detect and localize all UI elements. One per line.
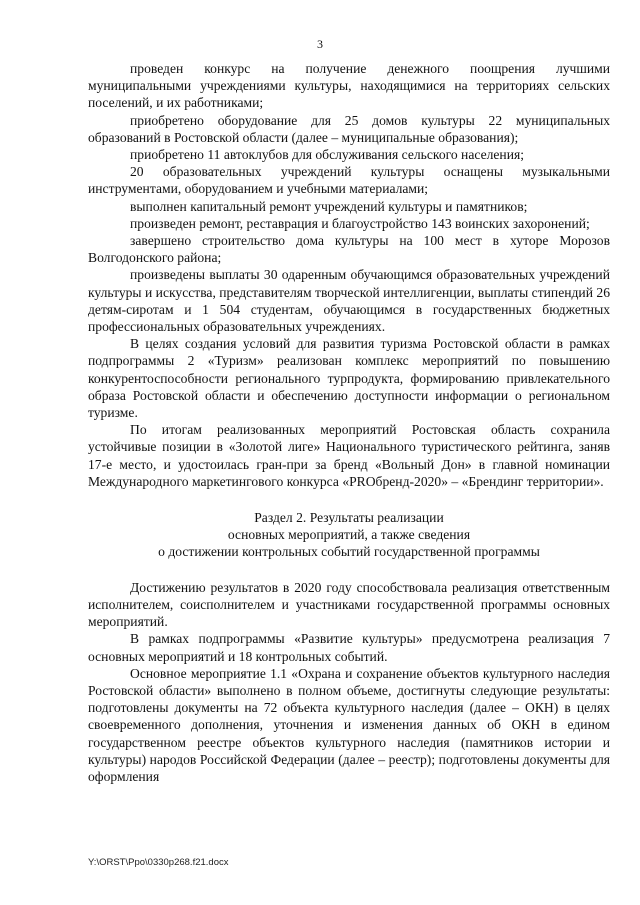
section-heading — [88, 509, 610, 561]
paragraph: приобретено 11 автоклубов для обслуживания сельского населения; — [130, 147, 524, 163]
section-heading-line: основных мероприятий, а также сведения — [227, 527, 471, 543]
paragraph: В рамках подпрограммы «Развитие культуры» предусмотрена реализация 7 основных мероприятий и 18 контрольных событий. — [88, 631, 610, 664]
paragraph: выполнен капитальный ремонт учреждений культуры и памятников; — [130, 198, 528, 214]
document-body — [88, 60, 610, 785]
section-heading-line: о достижении контрольных событий государственной программы — [158, 544, 540, 560]
footer-file-path: Y:\ORST\Ppo\0330p268.f21.docx — [88, 857, 229, 868]
paragraph: В целях создания условий для развития туризма Ростовской области в рамках подпрограммы 2 «Туризм» реализован комплекс мероприятий по повышению конкурентоспособности регионального турпродукта, формированию привлекательного образа Ростовской области и обеспечению доступности информации о региональном туризме. — [88, 336, 610, 421]
paragraph: произведен ремонт, реставрация и благоустройство 143 воинских захоронений; — [130, 215, 590, 231]
paragraph: произведены выплаты 30 одаренным обучающимся образовательных учреждений культуры и искусства, представителям творческой интеллигенции, выплаты стипендий 26 детям-сиротам и 1 504 студентам, обучающимся в государственных бюджетных профессиональных образовательных учреждениях. — [88, 267, 610, 335]
paragraph: проведен конкурс на получение денежного поощрения лучшими муниципальными учреждениями культуры, находящимися на территориях сельских поселений, и их работниками; — [88, 61, 610, 111]
paragraph: Основное мероприятие 1.1 «Охрана и сохранение объектов культурного наследия Ростовской области» выполнено в полном объеме, достигнуты следующие результаты: подготовлены документы на 72 объекта культурного наследия (далее – ОКН) в целях своевременного дополнения, уточнения и изменения данных об ОКН в едином государственном реестре объектов культурного наследия (памятников истории и культуры) народов Российской Федерации (далее – реестр); подготовлены документы для оформления — [88, 665, 610, 784]
paragraph: приобретено оборудование для 25 домов культуры 22 муниципальных образований в Ростовской области (далее – муниципальные образования); — [88, 112, 610, 145]
paragraph: Достижению результатов в 2020 году способствовала реализация ответственным исполнителем, соисполнителем и участниками государственной программы основных мероприятий. — [88, 579, 610, 630]
paragraph: По итогам реализованных мероприятий Ростовская область сохранила устойчивые позиции в «Золотой лиге» Национального туристического рейтинга, заняв 17-е место, и удостоилась гран-при за бренд «Вольный Дон» в главной номинации Международного маркетингового конкурса «PROбренд-2020» – «Брендинг территории». — [88, 422, 610, 489]
paragraph: 20 образовательных учреждений культуры оснащены музыкальными инструментами, оборудованием и учебными материалами; — [88, 164, 610, 197]
page-number: 3 — [317, 37, 323, 51]
paragraph: завершено строительство дома культуры на 100 мест в хуторе Морозов Волгодонского района; — [88, 233, 610, 266]
section-heading-line: Раздел 2. Результаты реализации — [254, 510, 444, 526]
